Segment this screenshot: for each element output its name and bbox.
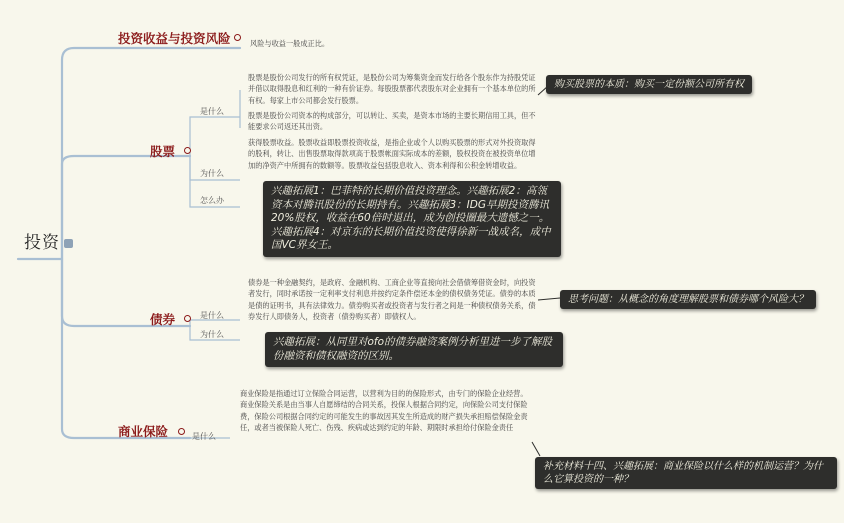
root-node[interactable]	[24, 228, 73, 253]
stock-how-label[interactable]: 怎么办	[200, 196, 224, 205]
bond-what-label[interactable]: 是什么	[200, 311, 224, 320]
stock-what-label[interactable]: 是什么	[200, 107, 224, 116]
insurance-what-label[interactable]: 是什么	[192, 432, 216, 441]
stock-what-text-1: 股票是股份公司发行的所有权凭证，是股份公司为筹集资金而发行给各个股东作为持股凭证并借以取得股息和红利的一种有价证券。每股股票都代表股东对企业拥有一个基本单位的所有权。每家上市公司都会发行股票。	[248, 73, 536, 105]
stock-essence-note: 购买股票的本质：购买一定份额公司所有权	[546, 75, 752, 94]
bond-question-note: 思考问题：从概念的角度理解股票和债券哪个风险大？	[560, 290, 816, 309]
returns-risk-text: 风险与收益一般成正比。	[250, 39, 330, 48]
bond-what-text: 债券是一种金融契约，是政府、金融机构、工商企业等直接向社会借债筹借资金时，向投资者发行，同时承诺按一定利率支付利息并按约定条件偿还本金的债权债务凭证。债券的本质是债的证明书，具有法律效力。债券购买者或投资者与发行者之间是一种债权债务关系，债券发行人即债务人，投资者（债券购买者）即债权人。	[248, 278, 536, 322]
collapse-dot[interactable]	[184, 147, 191, 154]
stock-why-text: 获得股票收益。股票收益即股票投资收益，是指企业或个人以购买股票的形式对外投资取得的股利，转让、出售股票取得款项高于股票帐面实际成本的差额，股权投资在被投资单位增加的净资产中所拥有的数额等。股票收益包括股息收入、资本利得和公积金转增收益。	[248, 138, 536, 170]
bond-extension-note: 兴趣拓展：从同里对ofo的债券融资案例分析里进一步了解股份融资和债权融资的区别。	[265, 332, 563, 367]
insurance-what-text: 商业保险是指通过订立保险合同运营，以营利为目的的保险形式，由专门的保险企业经营。商业保险关系是由当事人自愿缔结的合同关系，投保人根据合同约定，向保险公司支付保险费，保险公司根据合同约定的可能发生的事故因其发生所造成的财产损失承担赔偿保险金责任，或者当被保险人死亡、伤残、疾病或达到约定的年龄、期限时承担给付保险金责任	[240, 389, 528, 433]
root-label: 投资	[24, 233, 60, 253]
stock-what-text-2: 股票是股份公司资本的构成部分，可以转让、买卖，是资本市场的主要长期信用工具，但不能要求公司返还其出资。	[248, 111, 536, 132]
stock-extension-note: 兴趣拓展1：巴菲特的长期价值投资理念。兴趣拓展2：高瓴资本对腾讯股份的长期持有。兴趣拓展3：IDG早期投资腾讯20%股权，收益在60倍时退出，成为创投圈最大遗憾之一。兴趣拓展4：对京东的长期价值投资使得徐新一战成名，成中国VC界女王。	[263, 181, 561, 257]
stock-why-label[interactable]: 为什么	[200, 169, 224, 178]
note-icon	[64, 239, 73, 248]
bond-why-label[interactable]: 为什么	[200, 330, 224, 339]
insurance-extension-note: 补充材料十四、兴趣拓展：商业保险以什么样的机制运营？为什么它算投资的一种？	[535, 457, 837, 489]
branch-insurance[interactable]: 商业保险	[118, 424, 169, 439]
branch-bond[interactable]: 债券	[150, 312, 176, 327]
branch-returns-risk[interactable]: 投资收益与投资风险	[118, 31, 231, 46]
collapse-dot[interactable]	[234, 34, 241, 41]
branch-stock[interactable]: 股票	[150, 144, 176, 159]
collapse-dot[interactable]	[178, 428, 185, 435]
collapse-dot[interactable]	[184, 315, 191, 322]
